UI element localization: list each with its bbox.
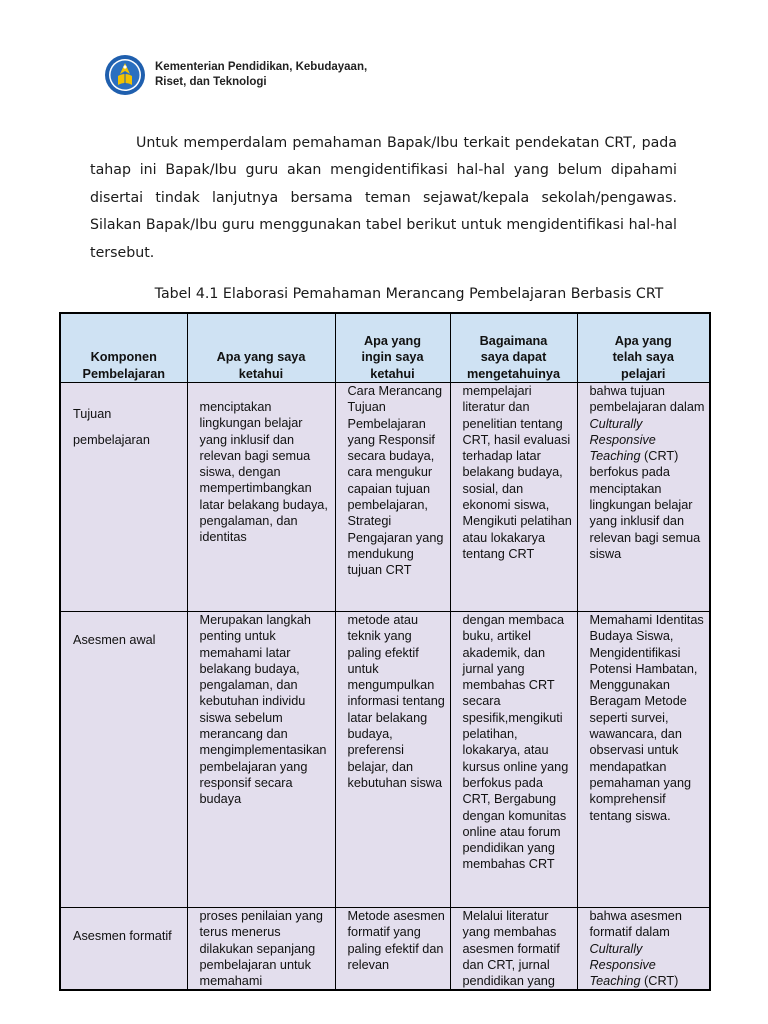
dipelajari-cell: bahwa asesmen formatif dalam Culturally Responsive Teaching (CRT) xyxy=(577,908,710,991)
ministry-name: Kementerian Pendidikan, Kebudayaan, Riset, dan Teknologi xyxy=(155,61,368,88)
table-row xyxy=(60,383,710,612)
dipelajari-cell: Memahami Identitas Budaya Siswa, Mengidentifikasi Potensi Hambatan, Menggunakan Beragam Metode seperti survei, wawancara, dan observasi untuk mendapatkan pemahaman yang komprehensif tentang siswa. xyxy=(577,612,710,908)
table-row xyxy=(60,612,710,908)
komponen-cell: Asesmen formatif xyxy=(60,908,187,991)
dipelajari-cell: bahwa tujuan pembelajaran dalam Culturally Responsive Teaching (CRT) berfokus pada menciptakan lingkungan belajar yang inklusif dan relevan bagi semua siswa xyxy=(577,383,710,612)
crt-elaboration-table xyxy=(59,312,711,991)
header-ketahui: Apa yang saya ketahui xyxy=(187,313,335,383)
komponen-cell: Asesmen awal xyxy=(60,612,187,908)
ingin-ketahui-cell: metode atau teknik yang paling efektif untuk mengumpulkan informasi tentang latar belakang budaya, preferensi belajar, dan kebutuhan siswa xyxy=(335,612,450,908)
intro-paragraph: Untuk memperdalam pemahaman Bapak/Ibu terkait pendekatan CRT, pada tahap ini Bapak/Ibu guru akan mengidentifikasi hal-hal yang belum dipahami disertai tindak lanjutnya bersama teman sejawat/kepala sekolah/pengawas. Silakan Bapak/Ibu guru menggunakan tabel berikut untuk mengidentifikasi hal-hal tersebut. xyxy=(90,135,677,261)
ketahui-cell: menciptakan lingkungan belajar yang inklusif dan relevan bagi semua siswa, dengan mempertimbangkan latar belakang budaya, pengalaman, dan identitas xyxy=(187,383,335,612)
header-bagaimana: Bagaimana saya dapat mengetahuinya xyxy=(450,313,577,383)
komponen-cell: Tujuan pembelajaran xyxy=(60,383,187,612)
ingin-ketahui-cell: Cara Merancang Tujuan Pembelajaran yang Responsif secara budaya, cara mengukur capaian tujuan pembelajaran, Strategi Pengajaran yang mendukung tujuan CRT xyxy=(335,383,450,612)
table-caption-text: Tabel 4.1 Elaborasi Pemahaman Merancang Pembelajaran Berbasis CRT xyxy=(154,286,664,302)
bagaimana-cell: Melalui literatur yang membahas asesmen formatif dan CRT, jurnal pendidikan yang xyxy=(450,908,577,991)
ketahui-cell: proses penilaian yang terus menerus dilakukan sepanjang pembelajaran untuk memahami xyxy=(187,908,335,991)
table-header-row xyxy=(60,313,710,383)
header-ingin-ketahui: Apa yang ingin saya ketahui xyxy=(335,313,450,383)
page-header xyxy=(104,54,367,96)
header-dipelajari: Apa yang telah saya pelajari xyxy=(577,313,710,383)
ketahui-cell: Merupakan langkah penting untuk memahami latar belakang budaya, pengalaman, dan kebutuhan individu siswa sebelum merancang dan mengimplementasikan pembelajaran yang responsif secara budaya xyxy=(187,612,335,908)
bagaimana-cell: mempelajari literatur dan penelitian tentang CRT, hasil evaluasi terhadap latar belakang budaya, sosial, dan ekonomi siswa, Mengikuti pelatihan atau lokakarya tentang CRT xyxy=(450,383,577,612)
bagaimana-cell: dengan membaca buku, artikel akademik, dan jurnal yang membahas CRT secara spesifik,mengikuti pelatihan, lokakarya, atau kursus online yang berfokus pada CRT, Bergabung dengan komunitas online atau forum pendidikan yang membahas CRT xyxy=(450,612,577,908)
table-caption xyxy=(0,286,768,302)
header-komponen: Komponen Pembelajaran xyxy=(60,313,187,383)
table-row xyxy=(60,908,710,991)
ingin-ketahui-cell: Metode asesmen formatif yang paling efektif dan relevan xyxy=(335,908,450,991)
tut-wuri-handayani-logo-icon xyxy=(104,54,146,96)
